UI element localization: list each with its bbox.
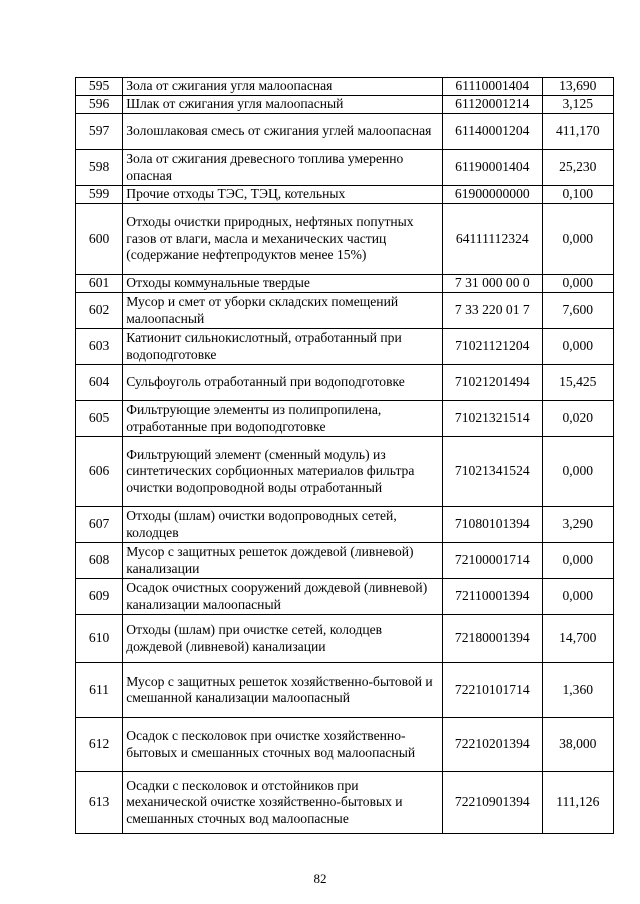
quantity-cell: 14,700 (542, 615, 613, 663)
table-row (76, 543, 614, 579)
quantity-cell: 7,600 (542, 293, 613, 329)
waste-code-cell: 72100001714 (443, 543, 543, 579)
waste-code-cell: 71080101394 (443, 507, 543, 543)
quantity-cell: 0,000 (542, 329, 613, 365)
table-row (76, 329, 614, 365)
page-number: 82 (313, 871, 327, 886)
table-row (76, 186, 614, 204)
row-number-cell: 611 (76, 663, 123, 718)
row-number-cell: 602 (76, 293, 123, 329)
row-number-cell: 613 (76, 772, 123, 834)
table-row (76, 204, 614, 275)
waste-name-cell: Катионит сильнокислотный, отработанный при водоподготовке (123, 329, 443, 365)
quantity-cell: 0,000 (542, 275, 613, 293)
quantity-cell: 0,000 (542, 204, 613, 275)
table-row (76, 114, 614, 150)
table-row (76, 507, 614, 543)
quantity-cell: 0,100 (542, 186, 613, 204)
row-number-cell: 603 (76, 329, 123, 365)
waste-code-cell: 61900000000 (443, 186, 543, 204)
row-number-cell: 597 (76, 114, 123, 150)
table-row (76, 293, 614, 329)
table-row (76, 96, 614, 114)
row-number-cell: 612 (76, 718, 123, 772)
row-number-cell: 598 (76, 150, 123, 186)
row-number-cell: 605 (76, 401, 123, 437)
table-row (76, 401, 614, 437)
waste-name-cell: Осадки с песколовок и отстойников при механической очистке хозяйственно-бытовых и смешанных сточных вод малоопасные (123, 772, 443, 834)
waste-code-cell: 64111112324 (443, 204, 543, 275)
waste-code-cell: 72110001394 (443, 579, 543, 615)
row-number-cell: 606 (76, 437, 123, 507)
row-number-cell: 595 (76, 78, 123, 96)
waste-code-cell: 72210901394 (443, 772, 543, 834)
waste-code-cell: 71021121204 (443, 329, 543, 365)
waste-name-cell: Мусор с защитных решеток дождевой (ливневой) канализации (123, 543, 443, 579)
waste-table (75, 77, 614, 834)
table-row (76, 150, 614, 186)
waste-name-cell: Золошлаковая смесь от сжигания углей малоопасная (123, 114, 443, 150)
quantity-cell: 411,170 (542, 114, 613, 150)
waste-code-cell: 7 33 220 01 7 (443, 293, 543, 329)
waste-name-cell: Сульфоуголь отработанный при водоподготовке (123, 365, 443, 401)
table-row (76, 437, 614, 507)
waste-name-cell: Шлак от сжигания угля малоопасный (123, 96, 443, 114)
waste-name-cell: Отходы коммунальные твердые (123, 275, 443, 293)
waste-code-cell: 71021321514 (443, 401, 543, 437)
quantity-cell: 15,425 (542, 365, 613, 401)
row-number-cell: 604 (76, 365, 123, 401)
table-row (76, 718, 614, 772)
table-row (76, 78, 614, 96)
waste-code-cell: 72210101714 (443, 663, 543, 718)
quantity-cell: 0,000 (542, 543, 613, 579)
row-number-cell: 608 (76, 543, 123, 579)
quantity-cell: 0,000 (542, 579, 613, 615)
waste-name-cell: Прочие отходы ТЭС, ТЭЦ, котельных (123, 186, 443, 204)
table-row (76, 275, 614, 293)
waste-code-cell: 72180001394 (443, 615, 543, 663)
waste-name-cell: Отходы (шлам) очистки водопроводных сетей, колодцев (123, 507, 443, 543)
row-number-cell: 607 (76, 507, 123, 543)
table-row (76, 365, 614, 401)
waste-name-cell: Осадок очистных сооружений дождевой (ливневой) канализации малоопасный (123, 579, 443, 615)
row-number-cell: 610 (76, 615, 123, 663)
row-number-cell: 596 (76, 96, 123, 114)
waste-code-cell: 72210201394 (443, 718, 543, 772)
quantity-cell: 0,020 (542, 401, 613, 437)
waste-name-cell: Зола от сжигания угля малоопасная (123, 78, 443, 96)
waste-name-cell: Мусор и смет от уборки складских помещений малоопасный (123, 293, 443, 329)
table-row (76, 579, 614, 615)
waste-name-cell: Мусор с защитных решеток хозяйственно-бытовой и смешанной канализации малоопасный (123, 663, 443, 718)
quantity-cell: 3,290 (542, 507, 613, 543)
waste-name-cell: Отходы очистки природных, нефтяных попутных газов от влаги, масла и механических частиц (содержание нефтепродуктов менее 15%) (123, 204, 443, 275)
waste-name-cell: Фильтрующие элементы из полипропилена, отработанные при водоподготовке (123, 401, 443, 437)
waste-name-cell: Фильтрующий элемент (сменный модуль) из синтетических сорбционных материалов фильтра очистки водопроводной воды отработанный (123, 437, 443, 507)
row-number-cell: 609 (76, 579, 123, 615)
table-row (76, 663, 614, 718)
waste-name-cell: Зола от сжигания древесного топлива умеренно опасная (123, 150, 443, 186)
table-row (76, 772, 614, 834)
row-number-cell: 601 (76, 275, 123, 293)
row-number-cell: 599 (76, 186, 123, 204)
waste-code-cell: 61120001214 (443, 96, 543, 114)
waste-code-cell: 71021341524 (443, 437, 543, 507)
waste-code-cell: 71021201494 (443, 365, 543, 401)
waste-code-cell: 61140001204 (443, 114, 543, 150)
quantity-cell: 3,125 (542, 96, 613, 114)
table-row (76, 615, 614, 663)
quantity-cell: 1,360 (542, 663, 613, 718)
row-number-cell: 600 (76, 204, 123, 275)
waste-code-cell: 61110001404 (443, 78, 543, 96)
waste-code-cell: 7 31 000 00 0 (443, 275, 543, 293)
waste-name-cell: Осадок с песколовок при очистке хозяйственно-бытовых и смешанных сточных вод малоопасный (123, 718, 443, 772)
waste-name-cell: Отходы (шлам) при очистке сетей, колодцев дождевой (ливневой) канализации (123, 615, 443, 663)
waste-code-cell: 61190001404 (443, 150, 543, 186)
quantity-cell: 13,690 (542, 78, 613, 96)
quantity-cell: 111,126 (542, 772, 613, 834)
quantity-cell: 38,000 (542, 718, 613, 772)
quantity-cell: 0,000 (542, 437, 613, 507)
quantity-cell: 25,230 (542, 150, 613, 186)
